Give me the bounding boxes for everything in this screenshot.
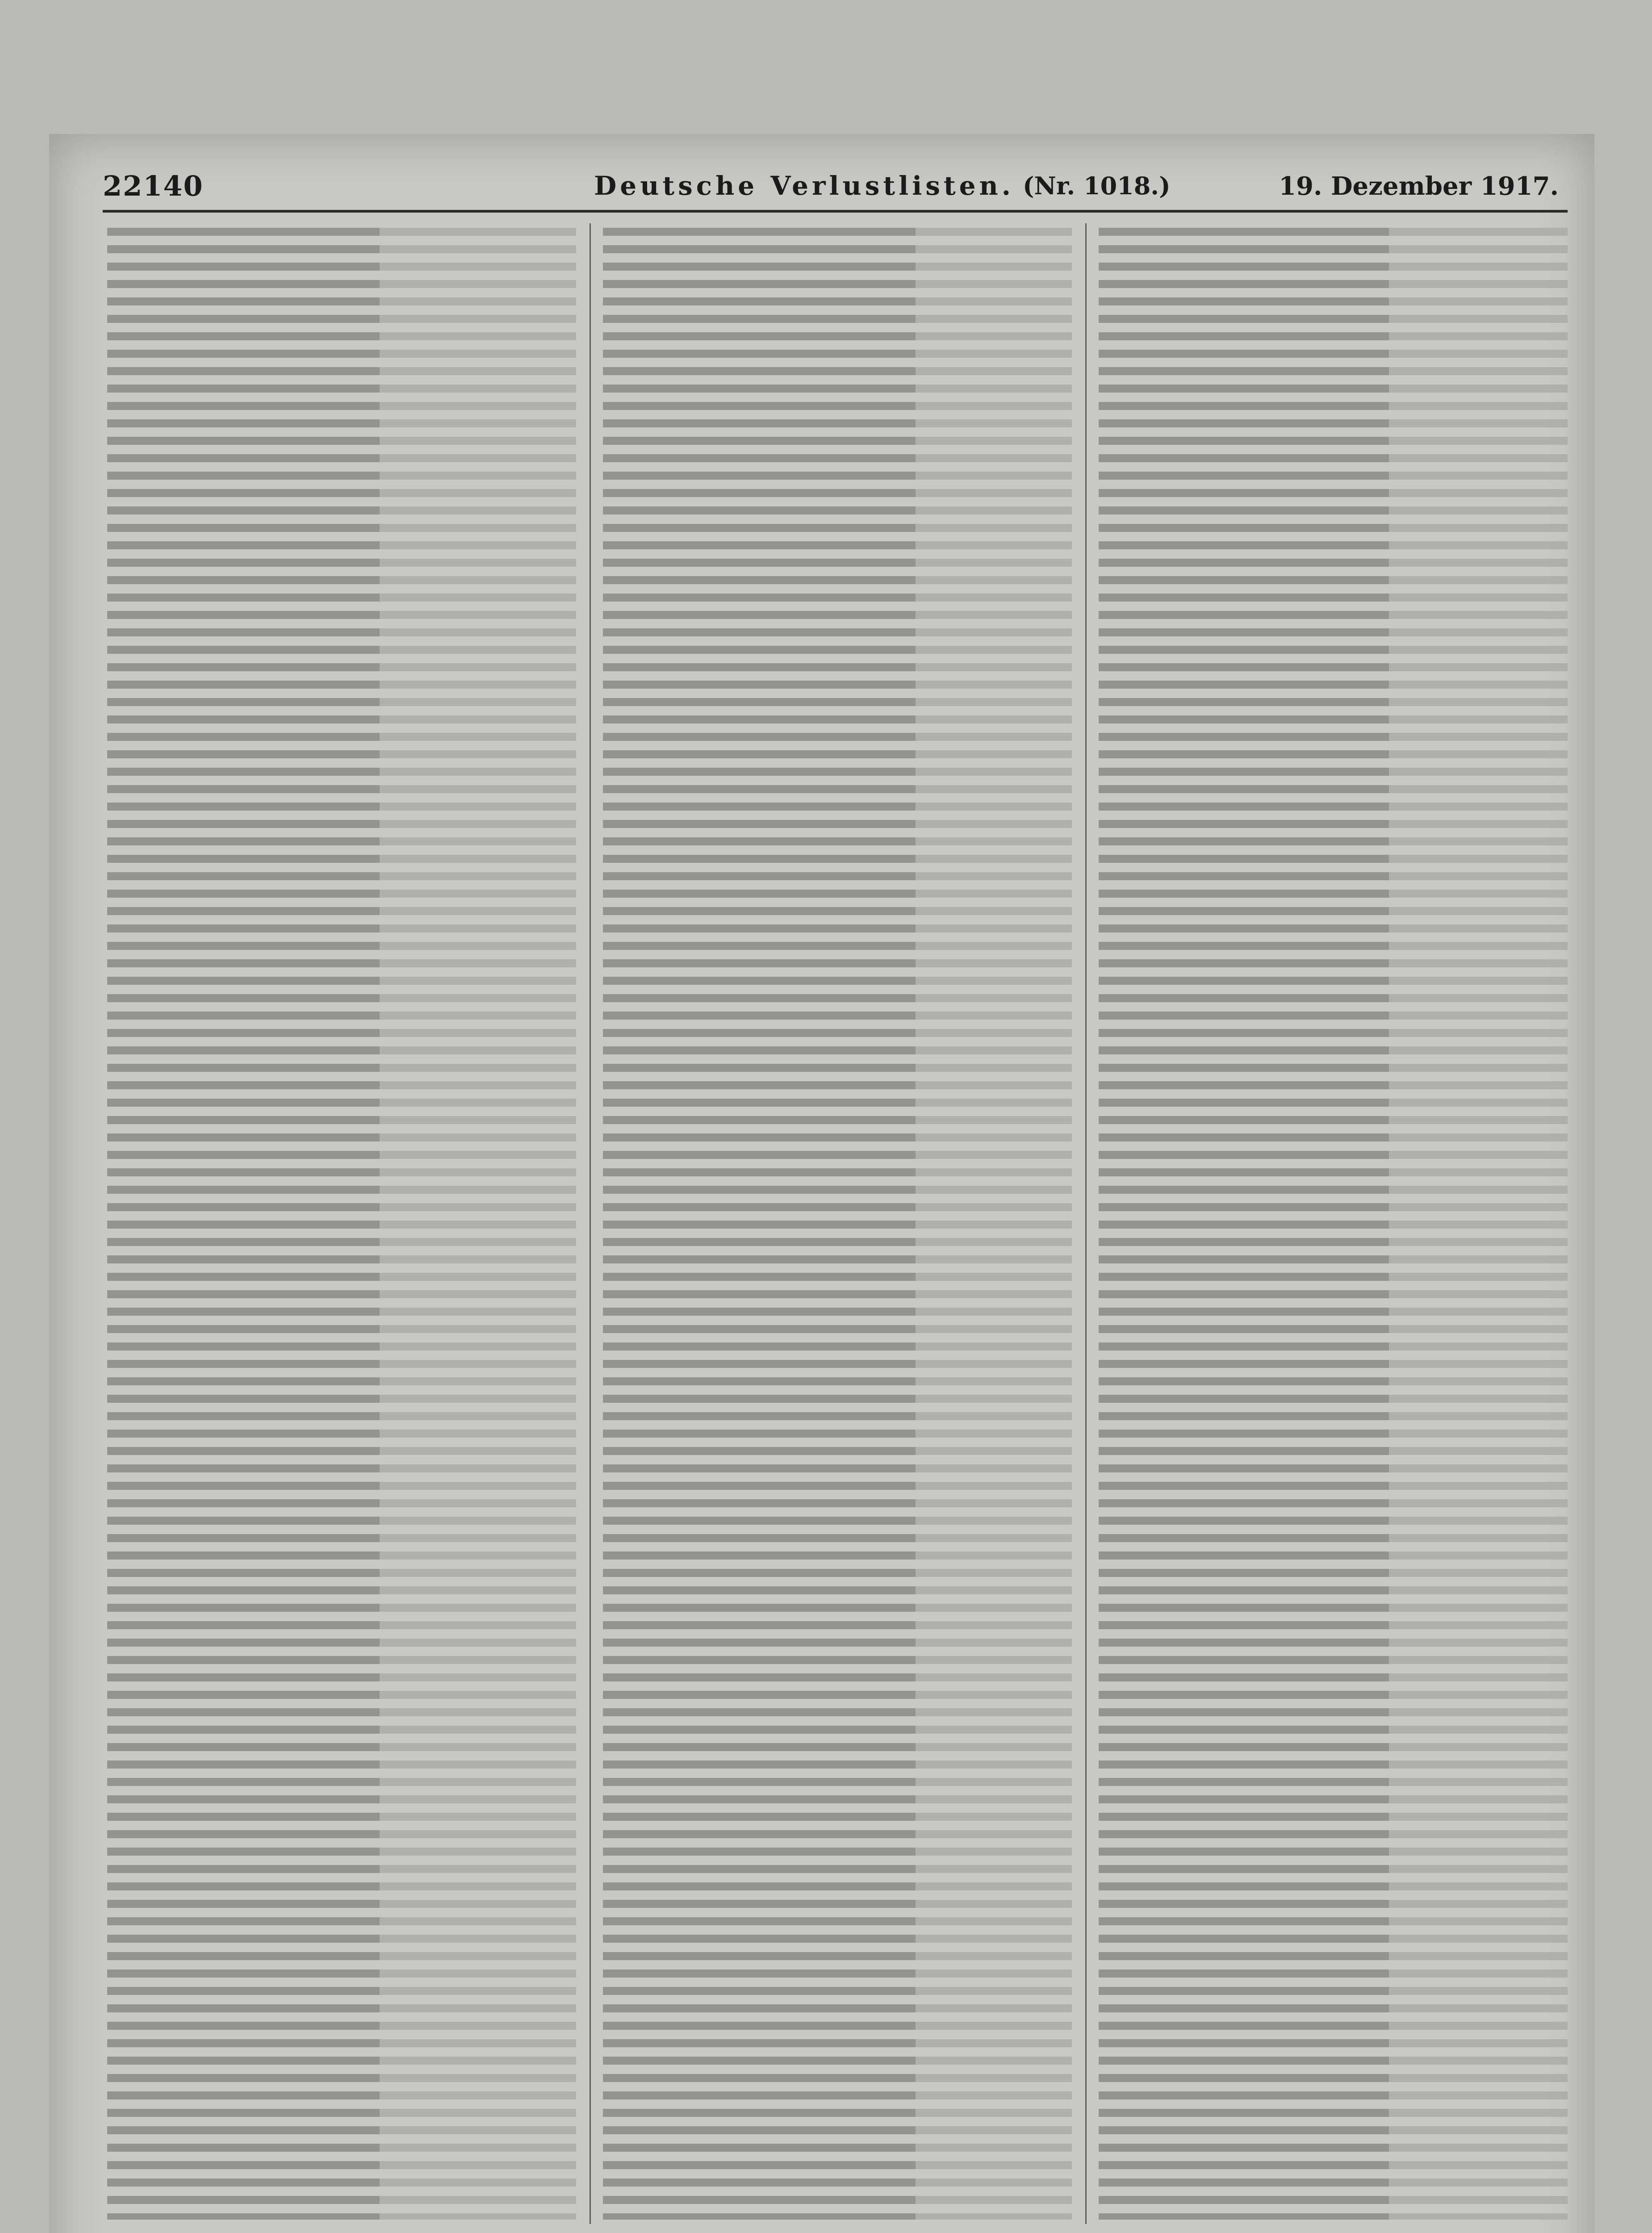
column-3	[1094, 223, 1572, 2224]
issue-number: (Nr. 1018.)	[1023, 171, 1171, 200]
page-number: 22140	[103, 170, 204, 202]
page-header	[103, 165, 1568, 214]
newspaper-page	[49, 134, 1594, 2233]
entry-lines-mask	[916, 228, 1072, 2220]
entry-lines-mask	[380, 228, 576, 2220]
publication-title: Deutsche Verlustlisten.	[594, 171, 1014, 201]
column-2	[598, 223, 1076, 2224]
entry-lines-mask	[1389, 228, 1568, 2220]
issue-date: 19. Dezember 1917.	[1279, 171, 1559, 201]
header-rule	[103, 210, 1568, 213]
column-divider	[590, 223, 591, 2224]
column-1	[103, 223, 581, 2224]
column-divider	[1085, 223, 1087, 2224]
casualty-columns	[103, 223, 1568, 2224]
